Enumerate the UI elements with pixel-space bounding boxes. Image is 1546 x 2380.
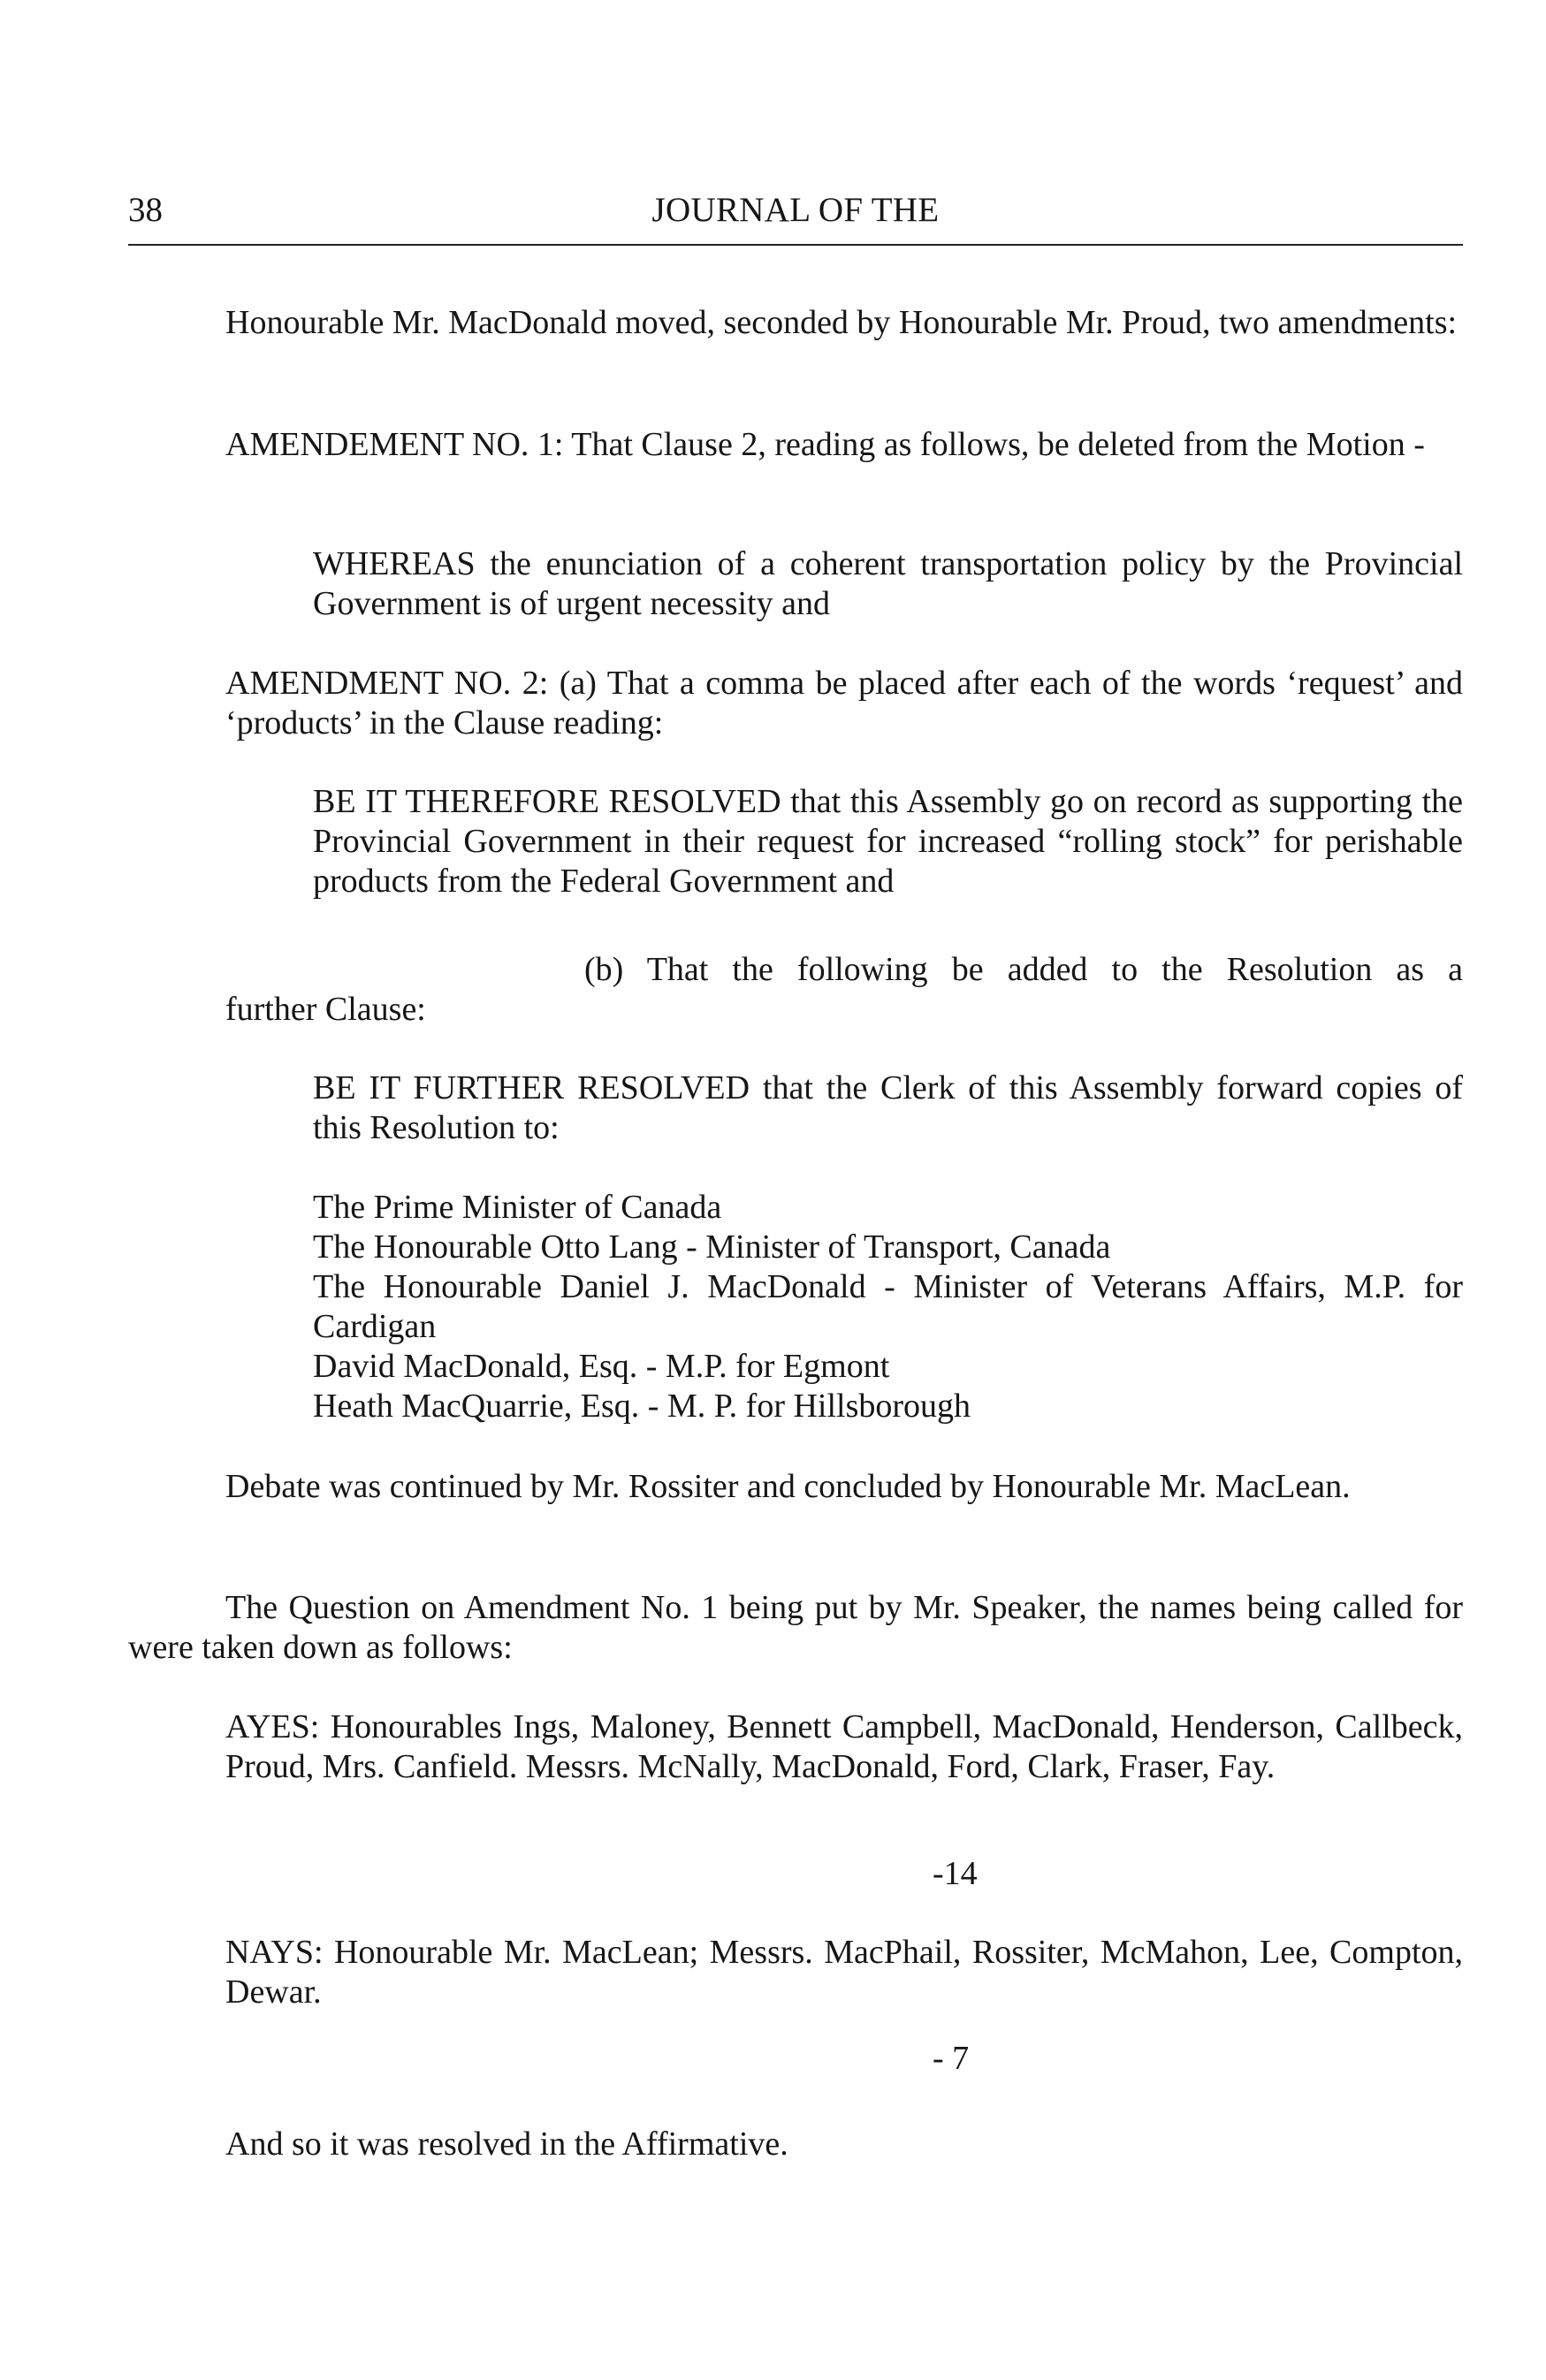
further-resolved-clause: BE IT FURTHER RESOLVED that the Clerk of this Assembly forward copies of this Resolution to: [313,1069,1463,1146]
header-rule [128,244,1463,246]
amendment-2b-text: (b) That the following be added to the Resolution as a [584,951,1463,988]
page-number: 38 [128,191,163,229]
whereas-clause: WHEREAS the enunciation of a coherent transportation policy by the Provincial Government is of urgent necessity and [313,545,1463,622]
amendment-1-text: AMENDEMENT NO. 1: That Clause 2, reading as follows, be deleted from the Motion - [225,426,1425,463]
recipient-item: The Honourable Daniel J. MacDonald - Minister of Veterans Affairs, M.P. for Cardigan [313,1268,1463,1345]
amendment-2-paragraph: AMENDMENT NO. 2: (a) That a comma be placed after each of the words ‘request’ and ‘products’ in the Clause reading: [225,665,1463,741]
nays-count: - 7 [933,2040,970,2077]
page-header [128,183,1463,236]
motion-intro-paragraph: Honourable Mr. MacDonald moved, seconded by Honourable Mr. Proud, two amendments: [225,304,1458,341]
result-paragraph: And so it was resolved in the Affirmative. [225,2125,788,2163]
ayes-count: -14 [933,1855,978,1892]
running-title: JOURNAL OF THE [651,191,940,229]
ayes-paragraph: AYES: Honourables Ings, Maloney, Bennett Campbell, MacDonald, Henderson, Callbeck, Proud, Mrs. Canfield. Messrs. McNally, MacDonald, Ford, Clark, Fraser, Fay. [225,1708,1463,1785]
debate-paragraph: Debate was continued by Mr. Rossiter and concluded by Honourable Mr. MacLean. [225,1468,1351,1505]
amendment-2b-continuation: further Clause: [225,991,426,1028]
recipient-item: Heath MacQuarrie, Esq. - M. P. for Hillsborough [313,1388,971,1425]
recipient-item: The Honourable Otto Lang - Minister of Transport, Canada [313,1228,1111,1266]
recipient-item: The Prime Minister of Canada [313,1189,722,1226]
amendment-1-paragraph [225,425,1463,465]
resolved-clause: BE IT THEREFORE RESOLVED that this Assembly go on record as supporting the Provincial Government in their request for increased “rolling stock” for perishable products from the Federal Government and [313,783,1463,900]
question-paragraph: The Question on Amendment No. 1 being put by Mr. Speaker, the names being called for were taken down as follows: [128,1589,1463,1666]
recipients-list [313,1188,1463,1426]
recipient-item: David MacDonald, Esq. - M.P. for Egmont [313,1348,890,1385]
nays-paragraph: NAYS: Honourable Mr. MacLean; Messrs. MacPhail, Rossiter, McMahon, Lee, Compton, Dewar. [225,1934,1463,2011]
